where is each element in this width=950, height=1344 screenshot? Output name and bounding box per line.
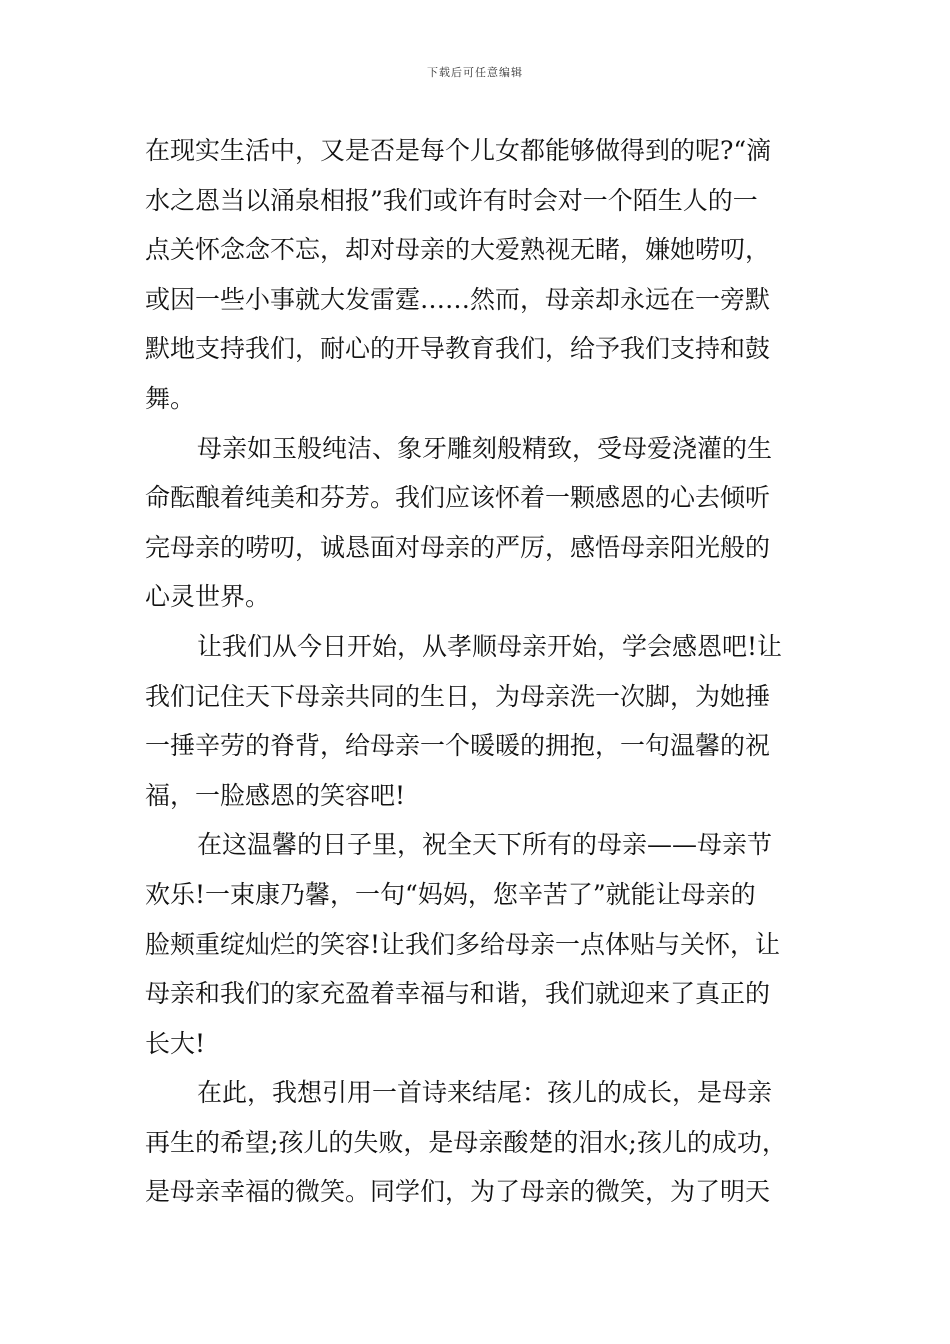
text-line: 命酝酿着纯美和芬芳。我们应该怀着一颗感恩的心去倾听: [145, 483, 771, 513]
text-line: 是母亲幸福的微笑。同学们，为了母亲的微笑，为了明天: [145, 1177, 771, 1207]
text-line: 福，一脸感恩的笑容吧!: [145, 780, 406, 810]
text-line: 脸颊重绽灿烂的笑容!让我们多给母亲一点体贴与关怀，让: [145, 929, 781, 959]
text-line: 母亲如玉般纯洁、象牙雕刻般精致，受母爱浇灌的生: [197, 433, 773, 463]
text-line: 再生的希望;孩儿的失败，是母亲酸楚的泪水;孩儿的成功，: [145, 1127, 787, 1157]
paragraph: [145, 424, 810, 622]
text-line: 我们记住天下母亲共同的生日，为母亲洗一次脚，为她捶: [145, 681, 771, 711]
text-line: 或因一些小事就大发雷霆……然而，母亲却永远在一旁默: [145, 284, 771, 314]
text-line: 长大!: [145, 1028, 206, 1058]
text-line: 母亲和我们的家充盈着幸福与和谐，我们就迎来了真正的: [145, 979, 771, 1009]
text-line: 点关怀念念不忘，却对母亲的大爱熟视无睹，嫌她唠叨，: [145, 235, 771, 265]
text-line: 心灵世界。: [145, 582, 271, 612]
text-line: 欢乐!一束康乃馨，一句“妈妈，您辛苦了”就能让母亲的: [145, 879, 756, 909]
text-line: 在现实生活中，又是否是每个儿女都能够做得到的呢?“滴: [145, 136, 772, 165]
page-header: 下载后可任意编辑: [427, 66, 523, 79]
text-line: 完母亲的唠叨，诚恳面对母亲的严厉，感悟母亲阳光般的: [145, 532, 771, 562]
paragraph: [145, 622, 810, 820]
text-line: 在这温馨的日子里，祝全天下所有的母亲——母亲节: [197, 830, 773, 860]
paragraph: [145, 126, 810, 424]
document-body: [145, 126, 810, 1217]
paragraph: [145, 1068, 810, 1217]
text-line: 默地支持我们，耐心的开导教育我们，给予我们支持和鼓: [145, 334, 771, 364]
paragraph: [145, 820, 810, 1068]
text-line: 舞。: [145, 383, 196, 413]
text-line: 水之恩当以涌泉相报”我们或许有时会对一个陌生人的一: [145, 185, 758, 215]
text-line: 一捶辛劳的脊背，给母亲一个暖暖的拥抱，一句温馨的祝: [145, 731, 771, 761]
text-line: 让我们从今日开始，从孝顺母亲开始，学会感恩吧!让: [197, 631, 783, 661]
text-line: 在此，我想引用一首诗来结尾：孩儿的成长，是母亲: [197, 1078, 773, 1108]
